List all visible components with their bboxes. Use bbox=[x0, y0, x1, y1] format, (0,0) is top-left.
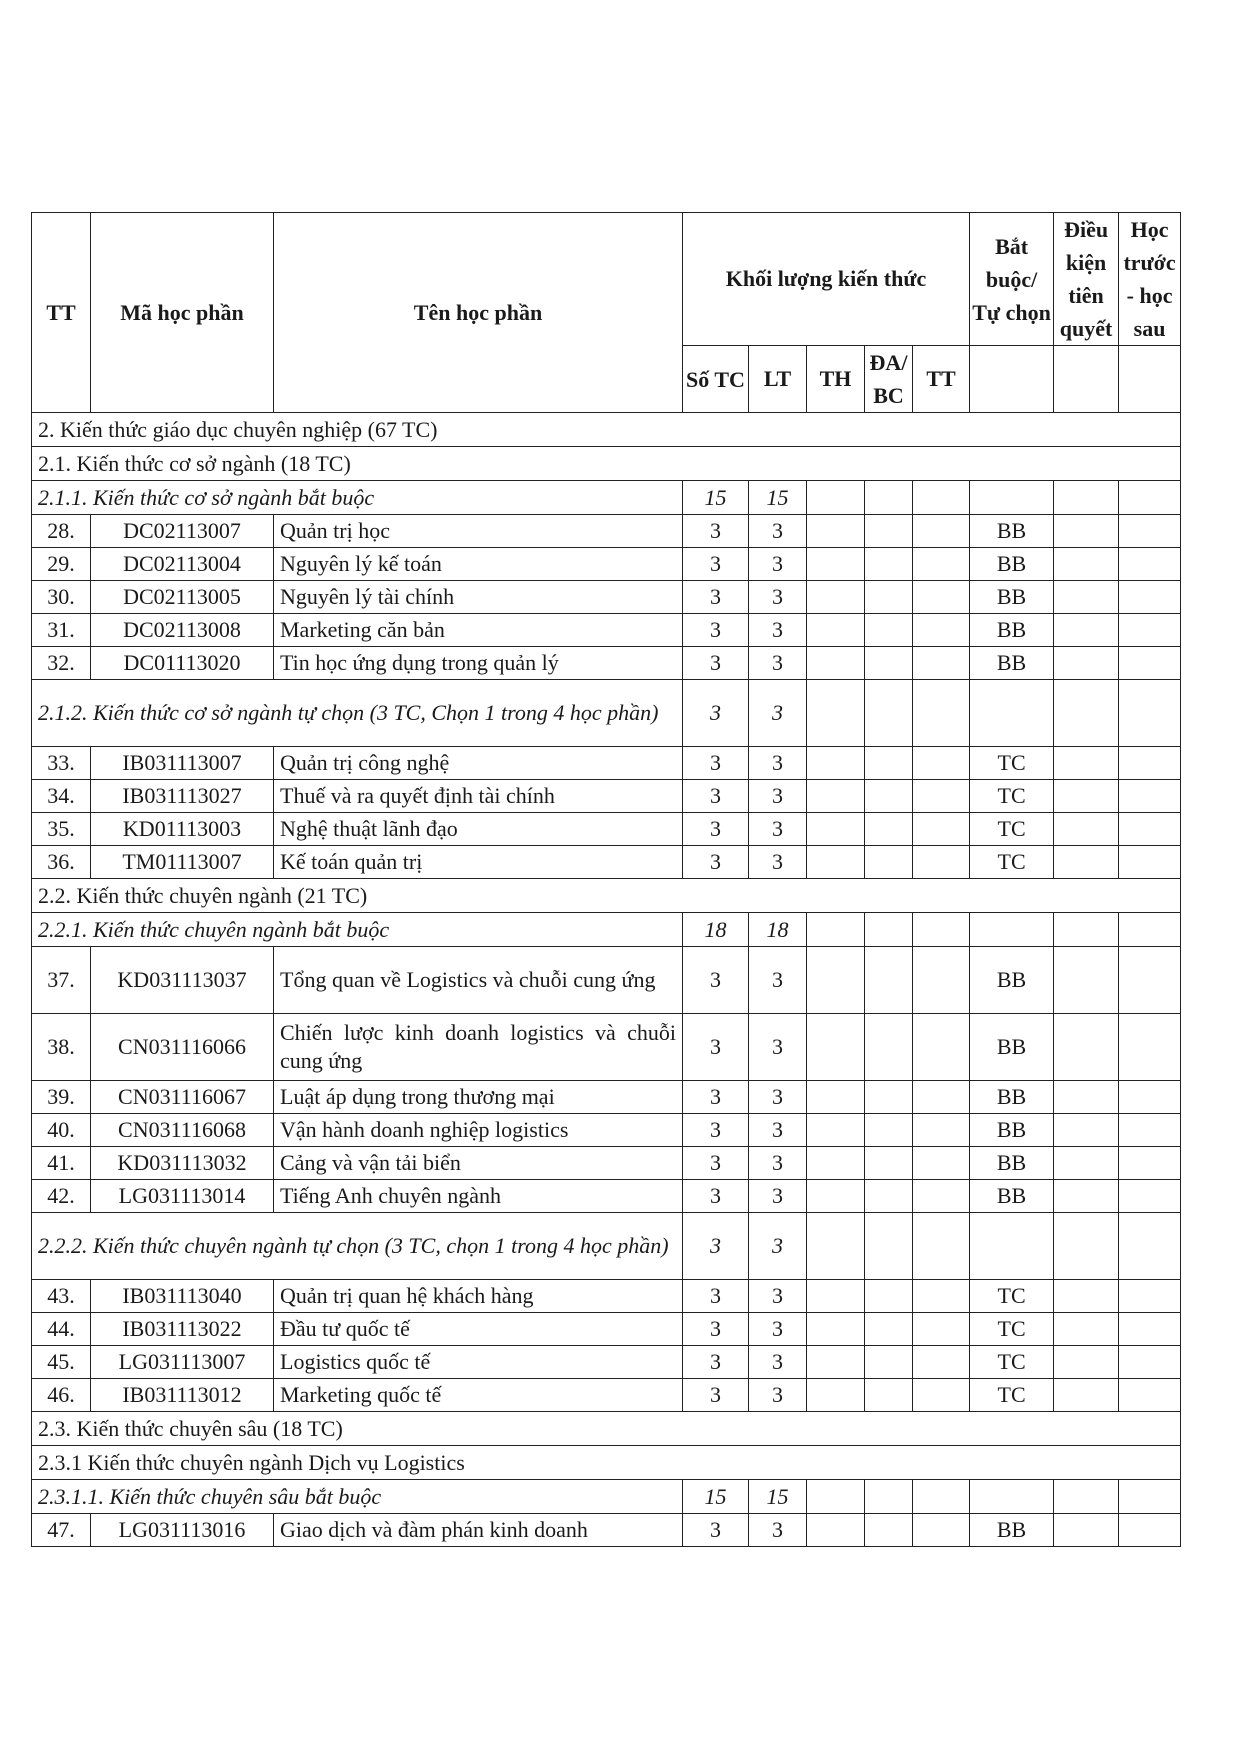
cell-lt: 3 bbox=[749, 581, 807, 614]
cell-ten: Giao dịch và đàm phán kinh doanh bbox=[274, 1514, 683, 1547]
cell-lt: 3 bbox=[749, 614, 807, 647]
cell-tt: 31. bbox=[32, 614, 91, 647]
cell-so-tc: 3 bbox=[683, 1147, 749, 1180]
header-hoc-truoc: Học trước - học sau bbox=[1119, 213, 1181, 346]
cell-tt: 39. bbox=[32, 1081, 91, 1114]
cell-ten: Tin học ứng dụng trong quản lý bbox=[274, 647, 683, 680]
table-row bbox=[32, 1280, 1181, 1313]
cell-ma: IB031113027 bbox=[91, 780, 274, 813]
cell-ten: Nghệ thuật lãnh đạo bbox=[274, 813, 683, 846]
cell-bat-buoc: BB bbox=[970, 1081, 1054, 1114]
subsection-so-tc: 18 bbox=[683, 913, 749, 947]
subsection-so-tc: 3 bbox=[683, 680, 749, 747]
table-row bbox=[32, 1014, 1181, 1081]
cell-ma: KD031113032 bbox=[91, 1147, 274, 1180]
cell-bat-buoc: TC bbox=[970, 780, 1054, 813]
cell-ten: Đầu tư quốc tế bbox=[274, 1313, 683, 1346]
cell-lt: 3 bbox=[749, 1180, 807, 1213]
cell-lt: 3 bbox=[749, 1114, 807, 1147]
cell-tt: 47. bbox=[32, 1514, 91, 1547]
header-empty bbox=[970, 346, 1054, 413]
table-row bbox=[32, 1114, 1181, 1147]
cell-ma: LG031113007 bbox=[91, 1346, 274, 1379]
cell-so-tc: 3 bbox=[683, 1346, 749, 1379]
subsection-heading: 2.1.2. Kiến thức cơ sở ngành tự chọn (3 TC, Chọn 1 trong 4 học phần) bbox=[32, 680, 683, 747]
cell-ma: LG031113016 bbox=[91, 1514, 274, 1547]
cell-so-tc: 3 bbox=[683, 548, 749, 581]
header-lt: LT bbox=[749, 346, 807, 413]
cell-lt: 3 bbox=[749, 1014, 807, 1081]
cell-bat-buoc: BB bbox=[970, 1014, 1054, 1081]
cell-bat-buoc: TC bbox=[970, 747, 1054, 780]
subsection-lt: 15 bbox=[749, 1480, 807, 1514]
cell-tt: 46. bbox=[32, 1379, 91, 1412]
cell-ten: Logistics quốc tế bbox=[274, 1346, 683, 1379]
table-row bbox=[32, 581, 1181, 614]
cell-bat-buoc: BB bbox=[970, 1514, 1054, 1547]
header-tt2: TT bbox=[913, 346, 970, 413]
subsection-heading: 2.3.1.1. Kiến thức chuyên sâu bắt buộc bbox=[32, 1480, 683, 1514]
cell-ten: Cảng và vận tải biển bbox=[274, 1147, 683, 1180]
subsection-heading: 2.2.1. Kiến thức chuyên ngành bắt buộc bbox=[32, 913, 683, 947]
cell-tt: 33. bbox=[32, 747, 91, 780]
cell-so-tc: 3 bbox=[683, 1379, 749, 1412]
cell-lt: 3 bbox=[749, 1313, 807, 1346]
table-row bbox=[32, 747, 1181, 780]
cell-so-tc: 3 bbox=[683, 581, 749, 614]
header-ma-hoc-phan: Mã học phần bbox=[91, 213, 274, 413]
cell-tt: 44. bbox=[32, 1313, 91, 1346]
cell-ma: DC02113005 bbox=[91, 581, 274, 614]
cell-ma: CN031116066 bbox=[91, 1014, 274, 1081]
subsection-lt: 3 bbox=[749, 680, 807, 747]
cell-bat-buoc: BB bbox=[970, 1114, 1054, 1147]
cell-so-tc: 3 bbox=[683, 1114, 749, 1147]
subsection-lt: 18 bbox=[749, 913, 807, 947]
cell-so-tc: 3 bbox=[683, 846, 749, 879]
cell-bat-buoc: BB bbox=[970, 1180, 1054, 1213]
cell-ma: IB031113022 bbox=[91, 1313, 274, 1346]
cell-tt: 36. bbox=[32, 846, 91, 879]
table-row bbox=[32, 515, 1181, 548]
subsection-so-tc: 3 bbox=[683, 1213, 749, 1280]
table-row bbox=[32, 813, 1181, 846]
cell-ma: DC02113008 bbox=[91, 614, 274, 647]
table-row bbox=[32, 1313, 1181, 1346]
cell-lt: 3 bbox=[749, 1514, 807, 1547]
cell-ma: LG031113014 bbox=[91, 1180, 274, 1213]
cell-lt: 3 bbox=[749, 515, 807, 548]
cell-so-tc: 3 bbox=[683, 515, 749, 548]
cell-so-tc: 3 bbox=[683, 1514, 749, 1547]
cell-tt: 38. bbox=[32, 1014, 91, 1081]
table-row bbox=[32, 1514, 1181, 1547]
curriculum-table bbox=[31, 212, 1181, 1547]
table-row bbox=[32, 1081, 1181, 1114]
cell-lt: 3 bbox=[749, 780, 807, 813]
cell-ten: Quản trị quan hệ khách hàng bbox=[274, 1280, 683, 1313]
section-heading: 2. Kiến thức giáo dục chuyên nghiệp (67 TC) bbox=[32, 413, 1181, 447]
cell-ten: Nguyên lý tài chính bbox=[274, 581, 683, 614]
subsection-lt: 3 bbox=[749, 1213, 807, 1280]
header-empty bbox=[1119, 346, 1181, 413]
cell-tt: 32. bbox=[32, 647, 91, 680]
cell-bat-buoc: TC bbox=[970, 846, 1054, 879]
cell-bat-buoc: BB bbox=[970, 548, 1054, 581]
cell-bat-buoc: TC bbox=[970, 1346, 1054, 1379]
header-dieu-kien: Điều kiện tiên quyết bbox=[1054, 213, 1119, 346]
table-row bbox=[32, 1147, 1181, 1180]
subsection-heading: 2.2.2. Kiến thức chuyên ngành tự chọn (3 TC, chọn 1 trong 4 học phần) bbox=[32, 1213, 683, 1280]
cell-ten: Tiếng Anh chuyên ngành bbox=[274, 1180, 683, 1213]
cell-lt: 3 bbox=[749, 1147, 807, 1180]
subsection-so-tc: 15 bbox=[683, 481, 749, 515]
cell-bat-buoc: BB bbox=[970, 515, 1054, 548]
cell-ten: Luật áp dụng trong thương mại bbox=[274, 1081, 683, 1114]
header-tt: TT bbox=[32, 213, 91, 413]
cell-bat-buoc: BB bbox=[970, 614, 1054, 647]
cell-ma: TM01113007 bbox=[91, 846, 274, 879]
table-row bbox=[32, 1180, 1181, 1213]
cell-tt: 29. bbox=[32, 548, 91, 581]
section-heading: 2.1. Kiến thức cơ sở ngành (18 TC) bbox=[32, 447, 1181, 481]
cell-so-tc: 3 bbox=[683, 747, 749, 780]
cell-bat-buoc: BB bbox=[970, 1147, 1054, 1180]
cell-so-tc: 3 bbox=[683, 647, 749, 680]
cell-lt: 3 bbox=[749, 1346, 807, 1379]
cell-tt: 30. bbox=[32, 581, 91, 614]
cell-ten: Quản trị công nghệ bbox=[274, 747, 683, 780]
cell-lt: 3 bbox=[749, 548, 807, 581]
cell-ma: CN031116068 bbox=[91, 1114, 274, 1147]
section-heading: 2.3. Kiến thức chuyên sâu (18 TC) bbox=[32, 1412, 1181, 1446]
cell-tt: 35. bbox=[32, 813, 91, 846]
cell-tt: 43. bbox=[32, 1280, 91, 1313]
cell-ten: Chiến lược kinh doanh logistics và chuỗi cung ứng bbox=[274, 1014, 683, 1081]
cell-bat-buoc: BB bbox=[970, 581, 1054, 614]
table-row bbox=[32, 614, 1181, 647]
table-row bbox=[32, 1346, 1181, 1379]
subsection-lt: 15 bbox=[749, 481, 807, 515]
cell-tt: 42. bbox=[32, 1180, 91, 1213]
cell-ten: Marketing quốc tế bbox=[274, 1379, 683, 1412]
cell-lt: 3 bbox=[749, 1379, 807, 1412]
cell-lt: 3 bbox=[749, 947, 807, 1014]
cell-so-tc: 3 bbox=[683, 780, 749, 813]
cell-bat-buoc: TC bbox=[970, 1379, 1054, 1412]
cell-lt: 3 bbox=[749, 846, 807, 879]
cell-so-tc: 3 bbox=[683, 813, 749, 846]
header-da-bc: ĐA/ BC bbox=[865, 346, 913, 413]
cell-tt: 37. bbox=[32, 947, 91, 1014]
cell-ten: Marketing căn bản bbox=[274, 614, 683, 647]
section-heading: 2.2. Kiến thức chuyên ngành (21 TC) bbox=[32, 879, 1181, 913]
cell-tt: 28. bbox=[32, 515, 91, 548]
cell-bat-buoc: TC bbox=[970, 813, 1054, 846]
subsection-so-tc: 15 bbox=[683, 1480, 749, 1514]
header-bat-buoc: Bắt buộc/ Tự chọn bbox=[970, 213, 1054, 346]
header-khoi-luong: Khối lượng kiến thức bbox=[683, 213, 970, 346]
cell-lt: 3 bbox=[749, 1081, 807, 1114]
cell-so-tc: 3 bbox=[683, 1180, 749, 1213]
cell-so-tc: 3 bbox=[683, 614, 749, 647]
header-so-tc: Số TC bbox=[683, 346, 749, 413]
cell-tt: 45. bbox=[32, 1346, 91, 1379]
table-row bbox=[32, 647, 1181, 680]
header-ten-hoc-phan: Tên học phần bbox=[274, 213, 683, 413]
cell-bat-buoc: TC bbox=[970, 1280, 1054, 1313]
cell-ma: KD031113037 bbox=[91, 947, 274, 1014]
cell-ten: Quản trị học bbox=[274, 515, 683, 548]
cell-ten: Vận hành doanh nghiệp logistics bbox=[274, 1114, 683, 1147]
cell-tt: 40. bbox=[32, 1114, 91, 1147]
cell-ma: DC02113007 bbox=[91, 515, 274, 548]
cell-so-tc: 3 bbox=[683, 1280, 749, 1313]
header-empty bbox=[1054, 346, 1119, 413]
cell-so-tc: 3 bbox=[683, 1313, 749, 1346]
table-row bbox=[32, 947, 1181, 1014]
cell-ten: Nguyên lý kế toán bbox=[274, 548, 683, 581]
table-row bbox=[32, 846, 1181, 879]
cell-so-tc: 3 bbox=[683, 1081, 749, 1114]
cell-ma: IB031113012 bbox=[91, 1379, 274, 1412]
cell-ten: Tổng quan về Logistics và chuỗi cung ứng bbox=[274, 947, 683, 1014]
table-row bbox=[32, 780, 1181, 813]
cell-ten: Kế toán quản trị bbox=[274, 846, 683, 879]
cell-tt: 34. bbox=[32, 780, 91, 813]
table-row bbox=[32, 1379, 1181, 1412]
cell-lt: 3 bbox=[749, 1280, 807, 1313]
cell-ma: CN031116067 bbox=[91, 1081, 274, 1114]
cell-tt: 41. bbox=[32, 1147, 91, 1180]
cell-lt: 3 bbox=[749, 647, 807, 680]
section-heading: 2.3.1 Kiến thức chuyên ngành Dịch vụ Logistics bbox=[32, 1446, 1181, 1480]
cell-ma: DC01113020 bbox=[91, 647, 274, 680]
cell-bat-buoc: TC bbox=[970, 1313, 1054, 1346]
cell-ma: IB031113007 bbox=[91, 747, 274, 780]
cell-lt: 3 bbox=[749, 747, 807, 780]
cell-bat-buoc: BB bbox=[970, 947, 1054, 1014]
cell-so-tc: 3 bbox=[683, 1014, 749, 1081]
cell-so-tc: 3 bbox=[683, 947, 749, 1014]
cell-lt: 3 bbox=[749, 813, 807, 846]
cell-ma: DC02113004 bbox=[91, 548, 274, 581]
cell-ma: IB031113040 bbox=[91, 1280, 274, 1313]
cell-ten: Thuế và ra quyết định tài chính bbox=[274, 780, 683, 813]
cell-ma: KD01113003 bbox=[91, 813, 274, 846]
table-row bbox=[32, 548, 1181, 581]
subsection-heading: 2.1.1. Kiến thức cơ sở ngành bắt buộc bbox=[32, 481, 683, 515]
header-th: TH bbox=[807, 346, 865, 413]
cell-bat-buoc: BB bbox=[970, 647, 1054, 680]
